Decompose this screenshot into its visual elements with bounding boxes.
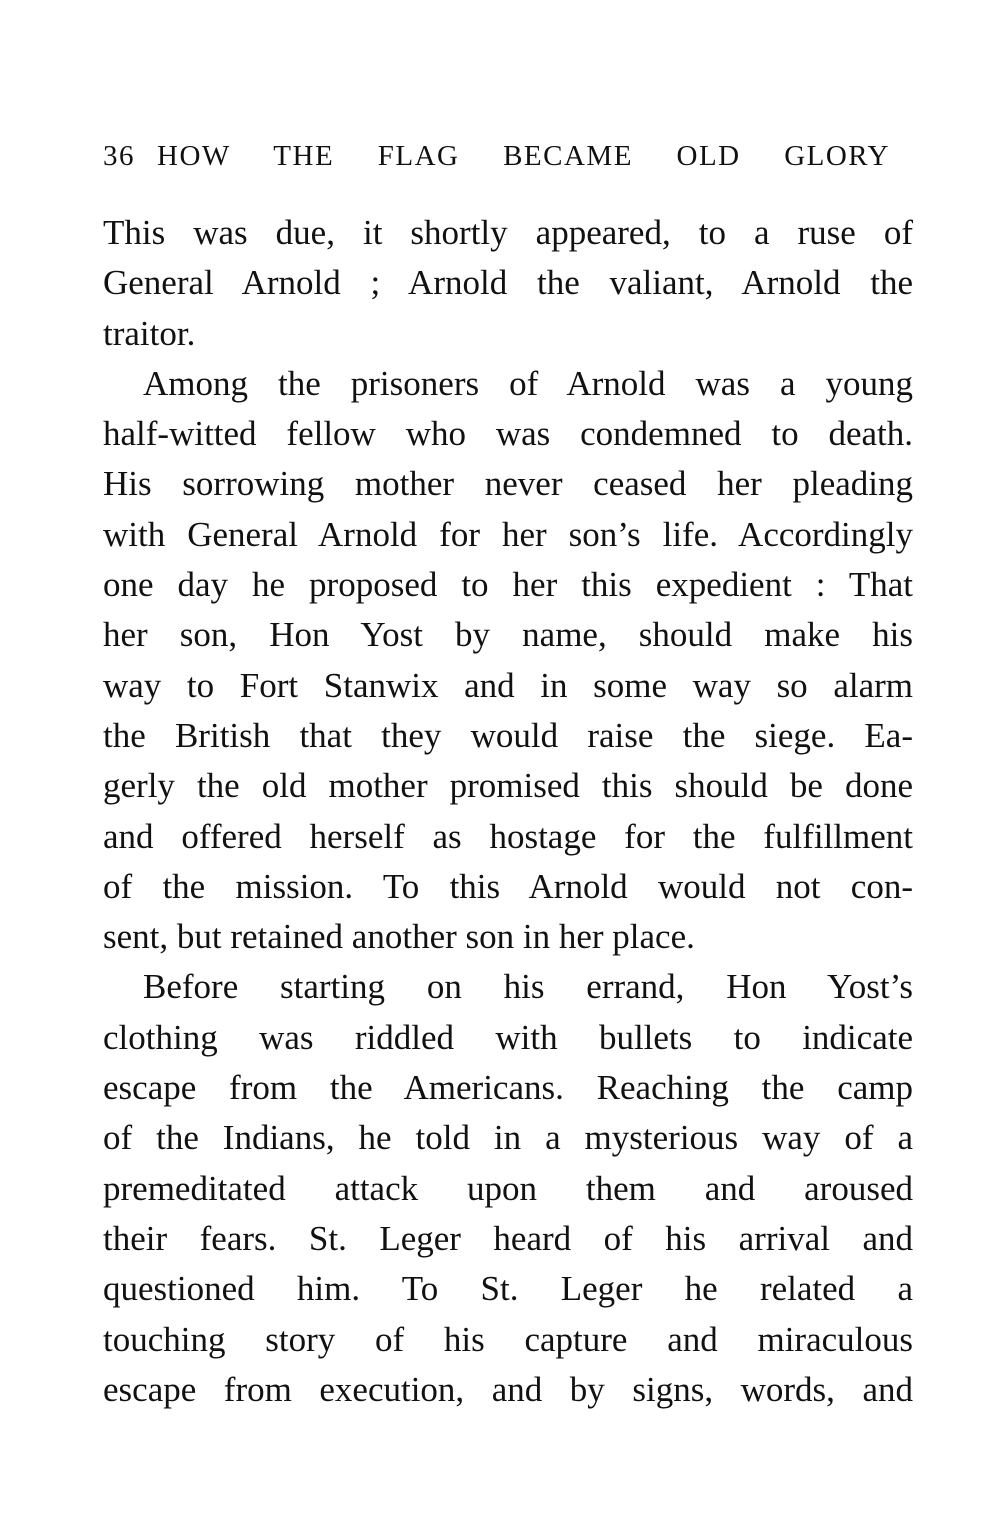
text-line: sent, but retained another son in her place. — [103, 917, 695, 957]
text-line: questioned him. To St. Leger he related a — [103, 1269, 913, 1309]
text-line: half-witted fellow who was condemned to death. — [103, 414, 913, 454]
text-line: gerly the old mother promised this should be done — [103, 766, 913, 806]
text-line: His sorrowing mother never ceased her pleading — [103, 464, 913, 504]
paragraph — [103, 208, 913, 359]
text-line: clothing was riddled with bullets to indicate — [103, 1017, 913, 1057]
text-line: traitor. — [103, 313, 196, 353]
text-line: and offered herself as hostage for the fulfillment — [103, 816, 913, 856]
text-line: their fears. St. Leger heard of his arrival and — [103, 1218, 913, 1258]
text-line: escape from the Americans. Reaching the camp — [103, 1068, 913, 1108]
text-line: premeditated attack upon them and aroused — [103, 1168, 913, 1208]
text-line: with General Arnold for her son’s life. Accordingly — [103, 514, 913, 554]
text-line: Among the prisoners of Arnold was a young — [143, 363, 913, 403]
text-line: the British that they would raise the siege. Ea- — [103, 715, 913, 755]
text-line: escape from execution, and by signs, words, and — [103, 1369, 913, 1409]
running-header — [103, 140, 890, 180]
text-line: of the mission. To this Arnold would not con- — [103, 866, 913, 906]
text-line: This was due, it shortly appeared, to a ruse of — [103, 213, 913, 252]
page-number: 36 — [103, 140, 135, 172]
text-line: way to Fort Stanwix and in some way so alarm — [103, 665, 913, 705]
page-body — [103, 208, 913, 1415]
running-title: HOW THE FLAG BECAME OLD GLORY — [157, 140, 890, 172]
paragraph — [103, 962, 913, 1415]
text-line: one day he proposed to her this expedient : That — [103, 565, 913, 605]
text-line: General Arnold ; Arnold the valiant, Arnold the — [103, 263, 913, 303]
text-line: touching story of his capture and miraculous — [103, 1319, 913, 1359]
text-line: her son, Hon Yost by name, should make his — [103, 615, 913, 655]
text-line: of the Indians, he told in a mysterious way of a — [103, 1118, 913, 1158]
paragraph — [103, 359, 913, 963]
text-line: Before starting on his errand, Hon Yost’s — [143, 967, 913, 1007]
